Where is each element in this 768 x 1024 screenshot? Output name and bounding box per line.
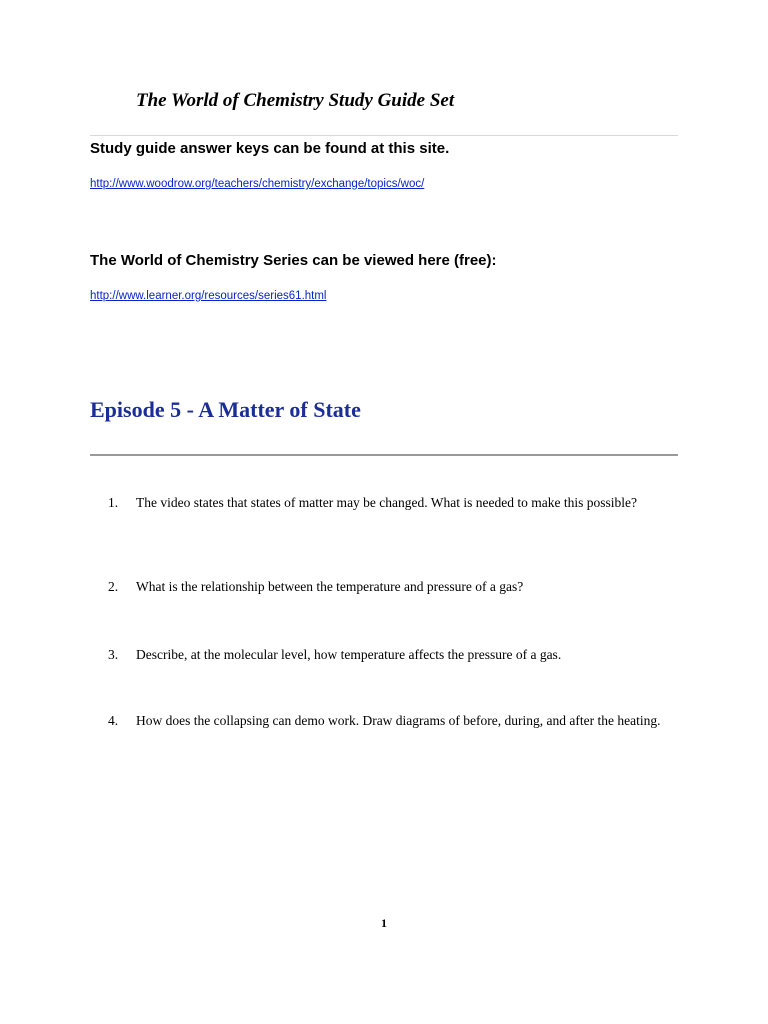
question-text: Describe, at the molecular level, how temperature affects the pressure of a gas.	[136, 647, 562, 662]
question-text: How does the collapsing can demo work. Draw diagrams of before, during, and after the heating.	[136, 713, 661, 728]
question-item	[108, 494, 678, 512]
question-item	[108, 712, 678, 730]
question-text: The video states that states of matter may be changed. What is needed to make this possible?	[136, 495, 637, 510]
question-item	[108, 646, 678, 664]
answer-keys-link[interactable]: http://www.woodrow.org/teachers/chemistry/exchange/topics/woc/	[90, 178, 425, 190]
title-divider	[90, 135, 678, 136]
question-item	[108, 578, 678, 596]
episode-heading: Episode 5 - A Matter of State	[90, 397, 361, 422]
answer-keys-heading: Study guide answer keys can be found at this site.	[90, 140, 450, 157]
series-heading: The World of Chemistry Series can be viewed here (free):	[90, 252, 497, 269]
episode-divider	[90, 454, 678, 456]
series-link[interactable]: http://www.learner.org/resources/series61.html	[90, 290, 327, 302]
document-title: The World of Chemistry Study Guide Set	[136, 90, 455, 111]
question-number: 2.	[108, 579, 119, 594]
page-number: 1	[381, 916, 387, 930]
question-text: What is the relationship between the temperature and pressure of a gas?	[136, 579, 524, 594]
question-number: 1.	[108, 495, 119, 510]
question-number: 4.	[108, 713, 119, 728]
question-number: 3.	[108, 647, 119, 662]
